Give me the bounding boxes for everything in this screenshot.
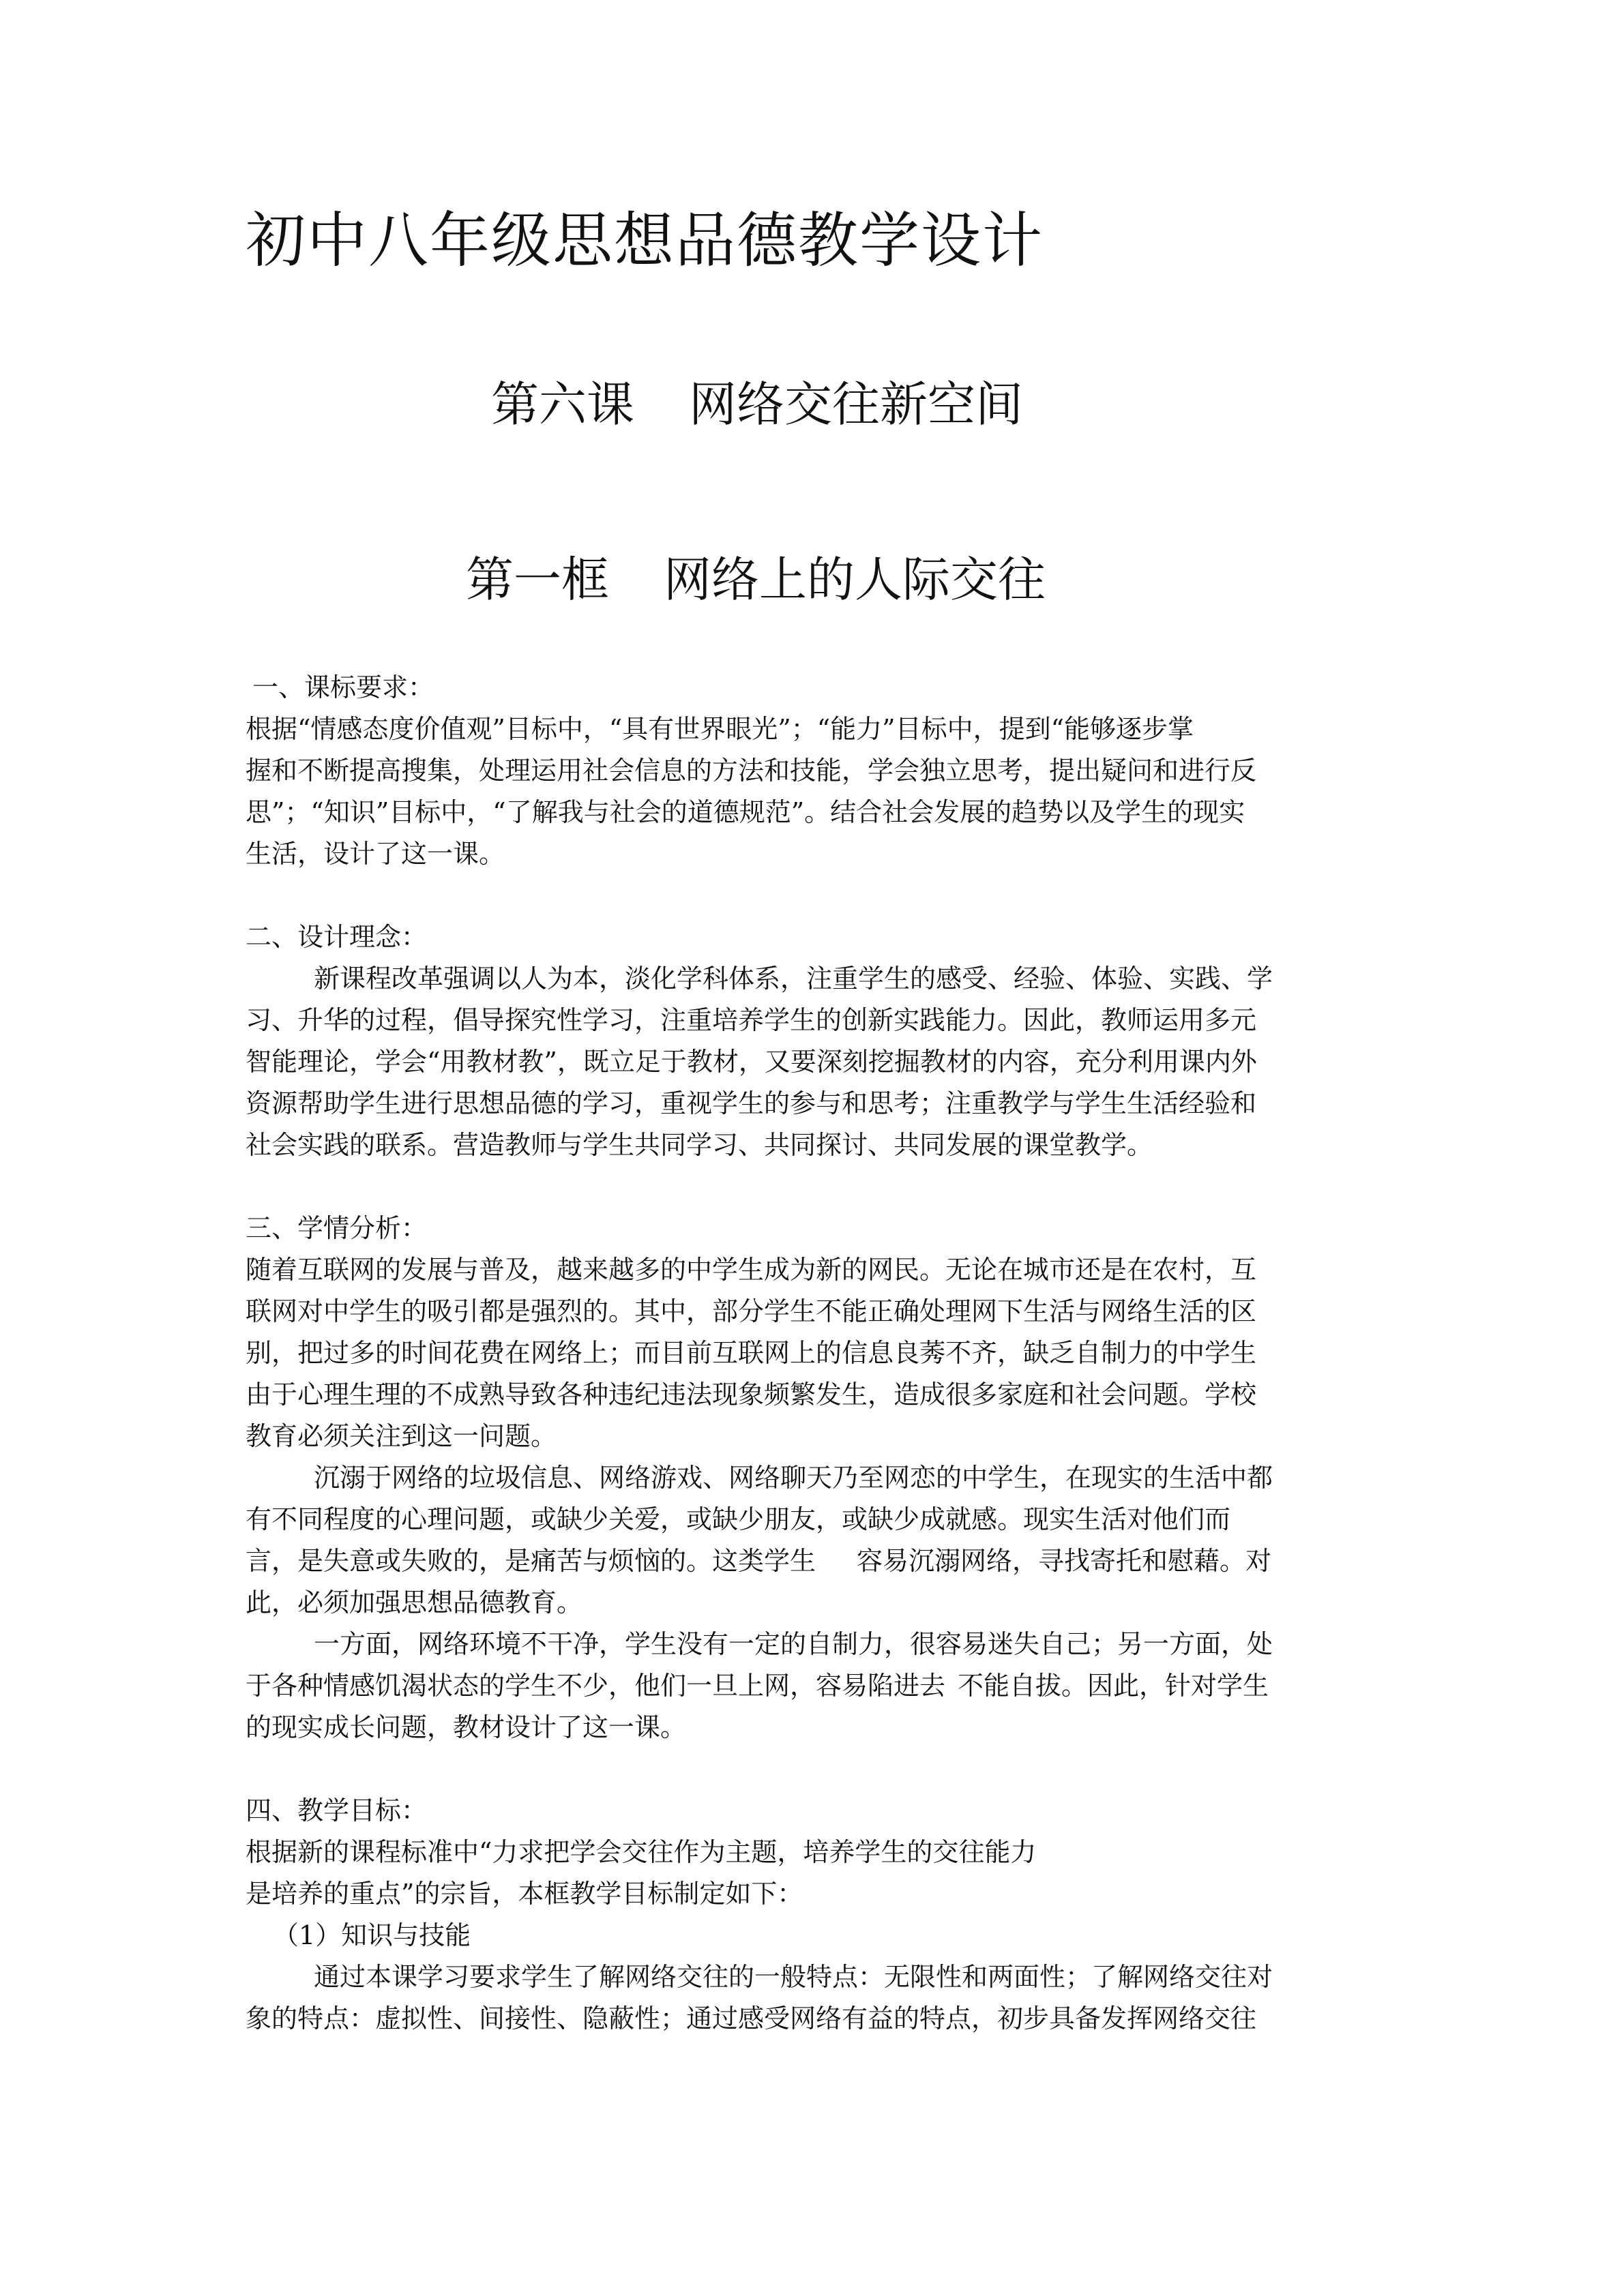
paragraph-line: 生活，设计了这一课。 [246,839,505,869]
paragraph-line: 根据新的课程标准中“力求把学会交往作为主题，培养学生的交往能力 [246,1837,1037,1867]
lesson-label: 第六课 [491,376,634,432]
paragraph-line: 沉溺于网络的垃圾信息、网络游戏、网络聊天乃至网恋的中学生，在现实的生活中都 [314,1463,1273,1493]
paragraph-line: 有不同程度的心理问题，或缺少关爱，或缺少朋友，或缺少成就感。现实生活对他们而 [246,1504,1231,1534]
paragraph-fragment: 于各种情感饥渴状态的学生不少，他们一旦上网，容易陷进去 [246,1671,946,1701]
paragraph-line: 握和不断提高搜集，处理运用社会信息的方法和技能，学会独立思考，提出疑问和进行反 [246,756,1257,786]
paragraph-line: 此，必须加强思想品德教育。 [246,1587,583,1617]
frame-name: 网络上的人际交往 [664,552,1046,608]
lesson-name: 网络交往新空间 [689,376,1023,432]
paragraph-line: 由于心理生理的不成熟导致各种违纪违法现象频繁发生，造成很多家庭和社会问题。学校 [246,1380,1257,1410]
paragraph-line: 联网对中学生的吸引都是强烈的。其中，部分学生不能正确处理网下生活与网络生活的区 [246,1296,1257,1326]
paragraph-line: 教育必须关注到这一问题。 [246,1421,557,1451]
paragraph-line: 习、升华的过程，倡导探究性学习，注重培养学生的创新实践能力。因此，教师运用多元 [246,1005,1257,1035]
paragraph-line: 别，把过多的时间花费在网络上；而目前互联网上的信息良莠不齐，缺乏自制力的中学生 [246,1338,1257,1368]
paragraph-line: 根据“情感态度价值观”目标中，“具有世界眼光”；“能力”目标中，提到“能够逐步掌 [246,714,1194,744]
paragraph-line: 智能理论，学会“用教材教”，既立足于教材，又要深刻挖掘教材的内容，充分利用课内外 [246,1047,1257,1077]
paragraph-line: 社会实践的联系。营造教师与学生共同学习、共同探讨、共同发展的课堂教学。 [246,1130,1153,1160]
section-heading-curriculum: 一、课标要求： [252,672,434,702]
paragraph-line [246,1665,1378,1707]
paragraph-line: 随着互联网的发展与普及，越来越多的中学生成为新的网民。无论在城市还是在农村，互 [246,1255,1257,1285]
paragraph-line: 象的特点：虚拟性、间接性、隐蔽性；通过感受网络有益的特点，初步具备发挥网络交往 [246,2003,1257,2033]
paragraph-line: 是培养的重点”的宗旨，本框教学目标制定如下： [246,1879,803,1909]
paragraph-line: 新课程改革强调以人为本，淡化学科体系，注重学生的感受、经验、体验、实践、学 [314,964,1273,994]
document-body [246,667,1378,2040]
paragraph-line [246,1540,1378,1582]
lesson-title [491,374,1023,435]
paragraph-line: 思”；“知识”目标中，“了解我与社会的道德规范”。结合社会发展的趋势以及学生的现实 [246,797,1245,827]
paragraph-fragment: 不能自拔。因此，针对学生 [958,1671,1269,1701]
paragraph-line: 一方面，网络环境不干净，学生没有一定的自制力，很容易迷失自己；另一方面，处 [314,1629,1273,1659]
section-heading-goals: 四、教学目标： [246,1795,428,1825]
paragraph-line: 通过本课学习要求学生了解网络交往的一般特点：无限性和两面性；了解网络交往对 [314,1962,1273,1992]
paragraph-line: 资源帮助学生进行思想品德的学习，重视学生的参与和思考；注重教学与学生生活经验和 [246,1088,1257,1118]
section-heading-analysis: 三、学情分析： [246,1213,428,1243]
document-title: 初中八年级思想品德教学设计 [246,205,1044,275]
sub-heading-knowledge-skills: （1）知识与技能 [273,1920,471,1950]
frame-label: 第一框 [466,552,609,608]
paragraph-fragment: 容易沉溺网络，寻找寄托和慰藉。对 [857,1546,1272,1576]
frame-title [466,549,1046,610]
paragraph-fragment: 言，是失意或失败的，是痛苦与烦恼的。这类学生 [246,1546,816,1576]
paragraph-line: 的现实成长问题，教材设计了这一课。 [246,1712,687,1742]
section-heading-design: 二、设计理念： [246,922,428,952]
